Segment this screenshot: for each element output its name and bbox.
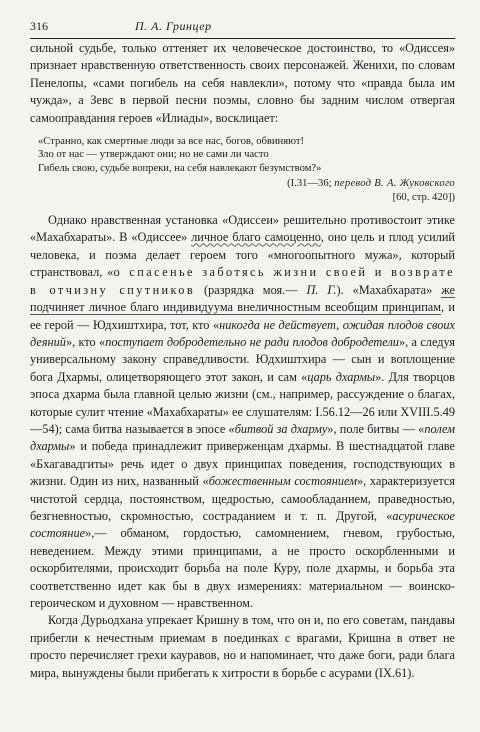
paragraph-2: Однако нравственная установка «Одиссеи» решительно противостоит этике «Махабхараты». В «Одиссее» личное благо самоценно, оно цель и плод усилий человека, и поэма делает героем того «многоопытного мужа», который странствовал, «о спасенье заботясь жизни своей и возврате в отчизну спутников (разрядка моя.— П. Г.). «Махабхарата» же подчиняет личное благо индивидуума внеличностным всеобщим принципам, и ее герой — Юдхиштхира, тот, кто «никогда не действует, ожидая плодов своих деяний», кто «поступает добродетельно не ради плодов добродетели», а следуя универсальному закону справедливости. Юдхиштхира — сын и воплощение бога Дхармы, олицетворяющего этот закон, и сам «царь дхармы». Для творцов эпоса дхарма была главной целью жизни (см., например, рассуждение о благах, которые сулит чтение «Махабхараты» ее слушателям: I.56.12—26 или XVIII.5.49—54); сама битва называется в эпосе «битвой за дхарму», поле битвы — «полем дхармы» и победа принадлежит приверженцам дхармы. В шестнадцатой главе «Бхагавадгиты» речь идет о двух принципах поведения, господствующих в жизни. Один из них, названный «божественным состоянием», характеризуется чистотой сердца, постоянством, щедростью, самообладанием, праведностью, безгневностью, скромностью, состраданием и т. п. Другой, «асурическое состояние»,— обманом, гордостью, самомнением, гневом, грубостью, неведением. Между этими принципами, а не просто оскорбленными и оскорбителями, происходит борьба на поле Куру, поле дхармы, и борьба эта соответственно идет как бы в двух измерениях: материальном — воинско-героическом и духовном — нравственном. [30, 213, 456, 610]
verse-quote [38, 135, 455, 175]
citation-ref: (I.31—36; [287, 178, 332, 190]
running-header [30, 18, 455, 34]
header-rule [30, 38, 455, 39]
paragraph-3: Когда Дурьодхана упрекает Кришну в том, что он и, по его советам, пандавы прибегли к нечестным приемам в поединках с врагами, Кришна в ответ не просто перечисляет грехи кауравов, но и напоминает, что даже боги, ради блага мира, вынуждены были прибегать к хитрости в борьбе с асурами (IX.61). [30, 613, 455, 680]
citation-translator: перевод В. А. Жуковского [334, 178, 455, 190]
page-body [30, 40, 455, 682]
page-number: 316 [30, 19, 48, 33]
citation-source: [60, стр. 420]) [392, 191, 455, 203]
quote-line: Гибель свою, судьбе вопреки, на себя навлекают безумством?» [38, 162, 322, 174]
paragraph-1: сильной судьбе, только оттеняет их человеческое достоинство, то «Одиссея» признает нравственную ответственность своих персонажей. Женихи, по словам Пенелопы, «сами погибель на себя навлекли», потому что «правда была им чужда», а Зевс в первой песни поэмы, словно бы задним числом отвергая самооправдания героев «Илиады», восклицает: [30, 41, 455, 125]
quote-line: Зло от нас — утверждают они; но не сами ли часто [38, 149, 269, 161]
running-title: П. А. Гринцер [135, 19, 212, 33]
spaced-quote: о спасенье заботясь жизни своей и возврате в отчизну спутников [30, 265, 455, 297]
quote-line: «Странно, как смертные люди за все нас, богов, обвиняют! [38, 136, 305, 148]
underlined-phrase: же подчиняет личное благо индивидуума внеличностным всеобщим принципам [30, 282, 456, 315]
quote-citation [30, 177, 455, 204]
underlined-phrase: личное благо самоценно [191, 230, 321, 245]
